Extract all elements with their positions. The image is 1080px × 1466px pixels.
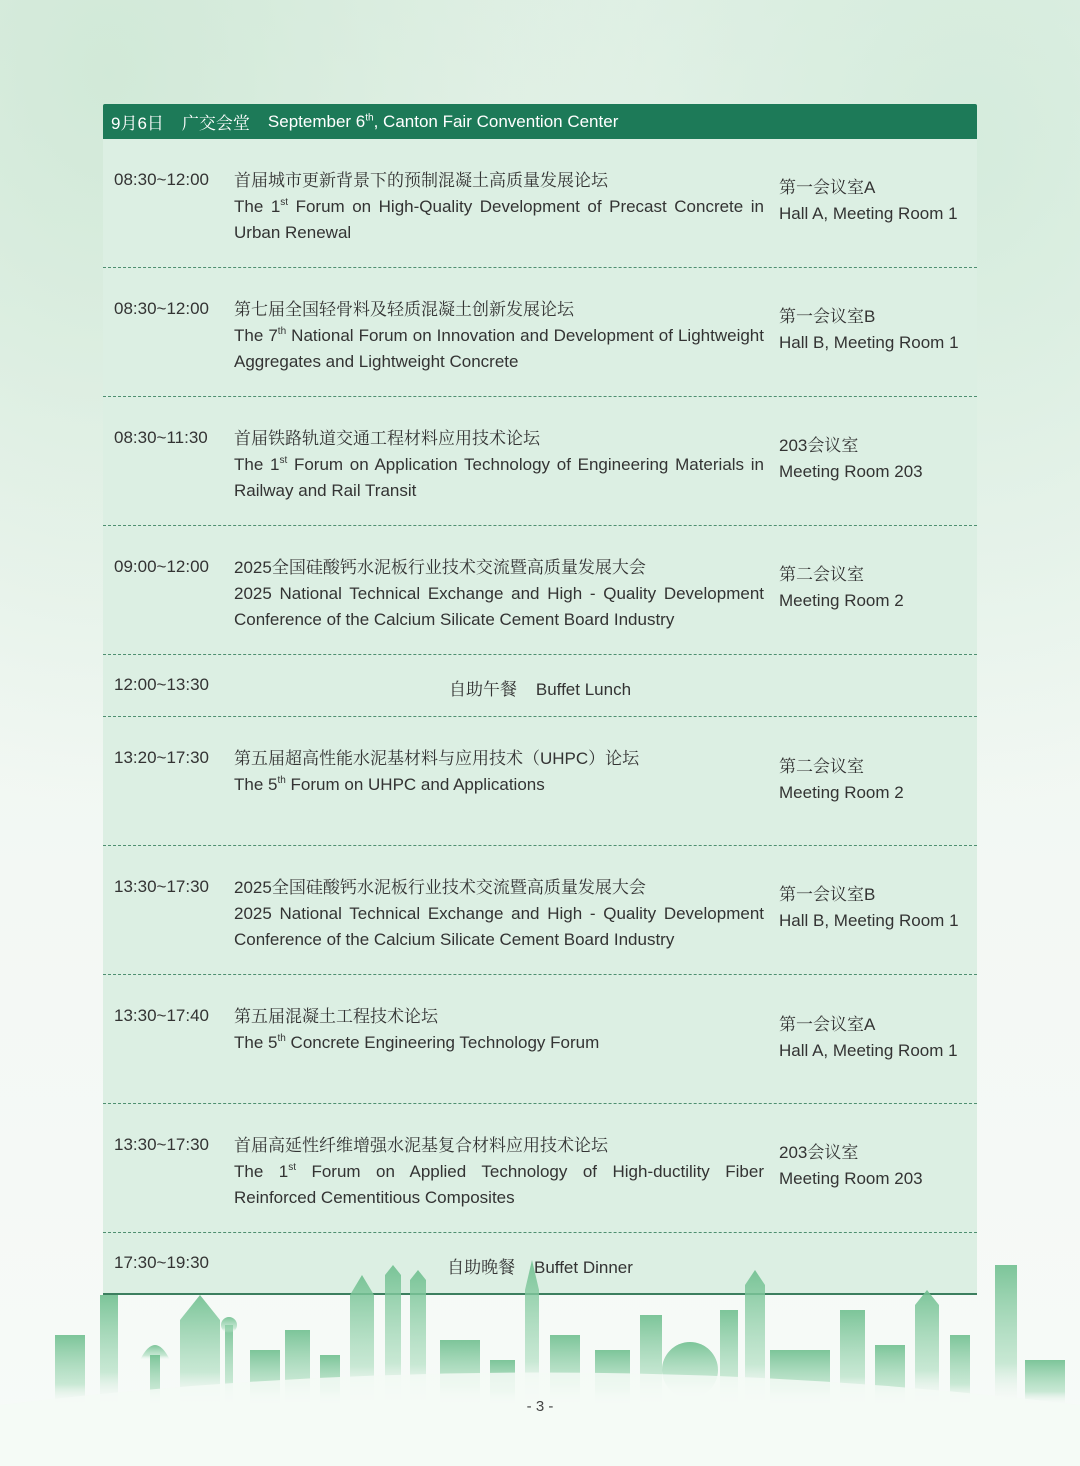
room-en: Hall A, Meeting Room 1 [779,204,958,223]
session-title-en: 2025 National Technical Exchange and High - Quality Development Conference of the Calcium Silicate Cement Board Industry [234,904,764,949]
session-title-en: The 1st Forum on Application Technology of Engineering Materials in Railway and Rail Transit [234,455,764,500]
session-title-en: The 5th Forum on UHPC and Applications [234,775,545,794]
day-header [103,104,977,139]
session-room [779,754,975,806]
schedule-table [103,104,977,1295]
session-time: 08:30~11:30 [114,428,208,447]
session-row [103,1104,977,1233]
session-room [779,882,975,934]
session-time: 13:30~17:30 [114,1135,210,1154]
meal-time: 17:30~19:30 [114,1253,210,1272]
room-en: Meeting Room 2 [779,783,904,802]
meal-en: Buffet Lunch [535,680,632,699]
room-en: Meeting Room 2 [779,591,904,610]
session-title [234,875,764,953]
page-number: - 3 - [526,1398,554,1415]
room-cn: 第一会议室A [779,1015,876,1034]
room-cn: 203会议室 [779,436,859,455]
session-time: 08:30~12:00 [114,170,210,189]
session-room [779,562,975,614]
session-time: 13:30~17:30 [114,877,210,896]
meal-row-lunch [103,655,977,717]
room-cn: 第二会议室 [779,757,864,776]
session-room [779,433,975,485]
session-row [103,975,977,1104]
session-title-cn: 首届铁路轨道交通工程材料应用技术论坛 [234,429,540,448]
room-cn: 第一会议室B [779,885,876,904]
header-date-en: September 6th, Canton Fair Convention Center [267,111,619,131]
session-title [234,426,764,504]
session-title [234,1133,764,1211]
room-en: Hall B, Meeting Room 1 [779,333,959,352]
room-cn: 第一会议室A [779,178,876,197]
room-cn: 第一会议室B [779,307,876,326]
session-row [103,717,977,846]
session-title [234,746,764,798]
session-room [779,1012,975,1064]
session-title-cn: 第七届全国轻骨料及轻质混凝土创新发展论坛 [234,300,574,319]
session-title-cn: 第五届超高性能水泥基材料与应用技术（UHPC）论坛 [234,749,640,768]
session-title-en: The 1st Forum on Applied Technology of High-ductility Fiber Reinforced Cementitious Composites [234,1162,764,1207]
session-title [234,1004,764,1056]
session-room [779,1140,975,1192]
city-skyline-illustration [0,1240,1080,1466]
session-row [103,139,977,268]
session-title [234,297,764,375]
room-cn: 203会议室 [779,1143,859,1162]
room-en: Hall A, Meeting Room 1 [779,1041,958,1060]
session-time: 08:30~12:00 [114,299,210,318]
session-title-cn: 首届城市更新背景下的预制混凝土高质量发展论坛 [234,171,608,190]
meal-label [103,675,977,700]
header-date-cn: 9月6日 [111,114,164,133]
session-title-cn: 首届高延性纤维增强水泥基复合材料应用技术论坛 [234,1136,608,1155]
session-room [779,304,975,356]
session-title [234,168,764,246]
meal-cn: 自助午餐 [448,680,517,699]
session-time: 13:30~17:40 [114,1006,210,1025]
schedule-rows [103,139,977,1295]
room-en: Meeting Room 203 [779,1169,923,1188]
session-title-cn: 第五届混凝土工程技术论坛 [234,1007,438,1026]
session-row [103,268,977,397]
room-cn: 第二会议室 [779,565,864,584]
room-en: Meeting Room 203 [779,462,923,481]
session-time: 09:00~12:00 [114,557,210,576]
session-title-cn: 2025全国硅酸钙水泥板行业技术交流暨高质量发展大会 [234,878,646,897]
session-title-en: The 1st Forum on High-Quality Development of Precast Concrete in Urban Renewal [234,197,764,242]
session-title-en: 2025 National Technical Exchange and High - Quality Development Conference of the Calcium Silicate Cement Board Industry [234,584,764,629]
session-title-en: The 7th National Forum on Innovation and Development of Lightweight Aggregates and Lightweight Concrete [234,326,764,371]
session-title-cn: 2025全国硅酸钙水泥板行业技术交流暨高质量发展大会 [234,558,646,577]
room-en: Hall B, Meeting Room 1 [779,911,959,930]
session-row [103,526,977,655]
session-title-en: The 5th Concrete Engineering Technology Forum [234,1033,600,1052]
session-title [234,555,764,633]
session-room [779,175,975,227]
meal-cn: 自助晚餐 [447,1258,516,1277]
meal-time: 12:00~13:30 [114,675,210,694]
meal-en: Buffet Dinner [533,1258,633,1277]
header-venue-cn: 广交会堂 [181,114,250,133]
session-row [103,397,977,526]
session-time: 13:20~17:30 [114,748,210,767]
session-row [103,846,977,975]
